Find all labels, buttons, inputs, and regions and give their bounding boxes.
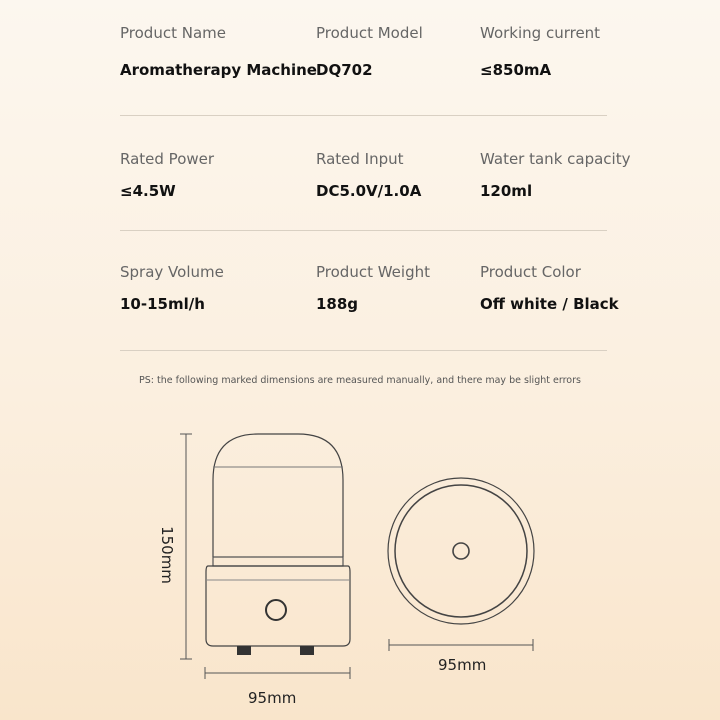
device-foot-left [237,646,251,655]
spec-label-rated-power: Rated Power [120,150,215,168]
device-foot-right [300,646,314,655]
spec-label-working-current: Working current [480,24,601,42]
spec-label-product-color: Product Color [480,263,581,281]
spec-label-product-name: Product Name [120,24,226,42]
spec-label-water-tank-capacity: Water tank capacity [480,150,631,168]
spec-value-water-tank-capacity: 120ml [480,182,533,200]
top-view-device [388,478,534,624]
height-dimension-line [180,434,192,659]
top-diameter-dimension-label: 95mm [438,656,487,674]
spec-value-product-weight: 188g [316,295,359,313]
spec-value-product-model: DQ702 [316,61,373,79]
front-width-dimension-line [205,667,350,679]
device-top-cover [213,434,343,557]
mist-outlet-icon [453,543,469,559]
spec-value-product-color: Off white / Black [480,295,619,313]
spec-label-product-model: Product Model [316,24,423,42]
power-button-icon [266,600,286,620]
spec-value-rated-input: DC5.0V/1.0A [316,182,422,200]
front-view-device [206,434,350,646]
top-view-inner-ring [395,485,527,617]
device-joint [213,557,343,566]
front-width-dimension-label: 95mm [248,689,297,707]
height-dimension-label: 150mm [158,526,176,584]
spec-value-spray-volume: 10-15ml/h [120,295,205,313]
device-base [206,566,350,646]
spec-value-product-name: Aromatherapy Machine [120,61,317,79]
measurement-note: PS: the following marked dimensions are measured manually, and there may be slight errors [139,375,581,386]
spec-value-rated-power: ≤4.5W [120,182,176,200]
top-diameter-dimension-line [389,639,533,651]
spec-label-spray-volume: Spray Volume [120,263,224,281]
spec-label-product-weight: Product Weight [316,263,430,281]
spec-label-rated-input: Rated Input [316,150,404,168]
spec-value-working-current: ≤850mA [480,61,552,79]
top-view-outer-ring [388,478,534,624]
